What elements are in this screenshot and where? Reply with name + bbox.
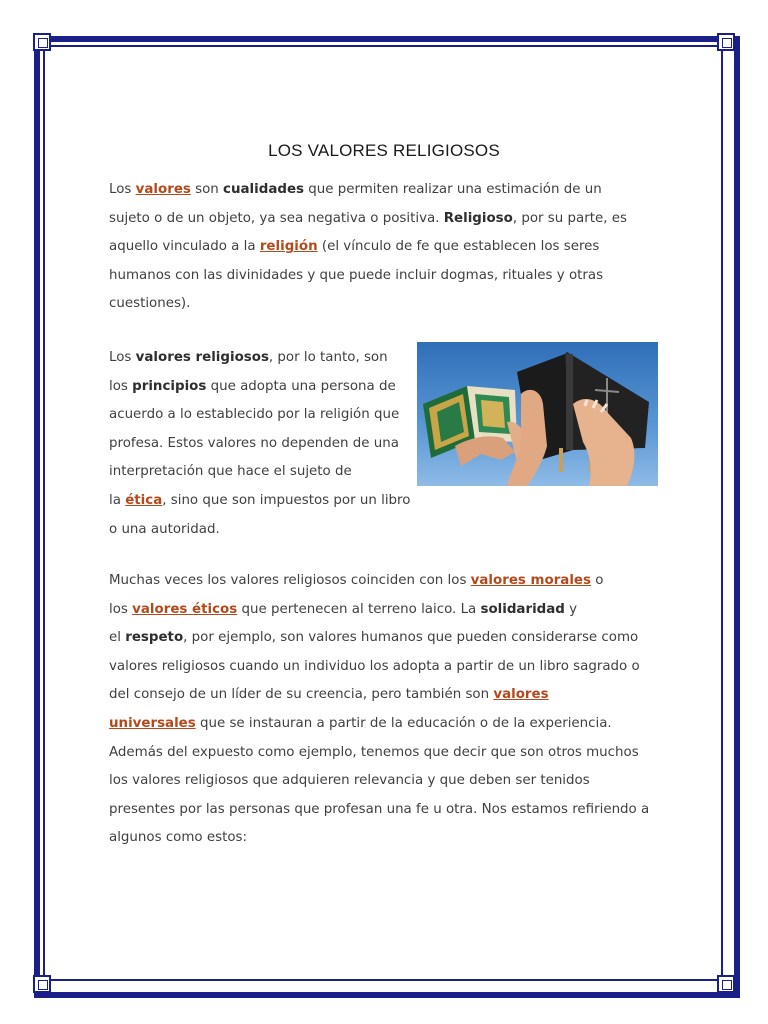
paragraph-2 xyxy=(109,344,414,544)
paragraph-3-line-4: valores religiosos cuando un individuo los adopta a partir de un libro sagrado o xyxy=(109,658,640,674)
link-valores[interactable]: valores xyxy=(135,182,191,197)
paragraph-3 xyxy=(109,567,669,853)
paragraph-3-line-6 xyxy=(109,710,669,739)
text-segment: , sino que son impuestos por un libro xyxy=(162,492,411,508)
paragraph-1-line-4: humanos con las divinidades y que puede incluir dogmas, rituales y otras xyxy=(109,267,604,283)
text-segment: los xyxy=(109,378,133,394)
paragraph-3-line-7: Además del expuesto como ejemplo, tenemos que decir que son otros muchos xyxy=(109,744,639,760)
paragraph-2-line-2 xyxy=(109,373,414,402)
paragraph-2-line-7: o una autoridad. xyxy=(109,521,220,537)
religious-books-photo xyxy=(417,342,658,486)
term-cualidades: cualidades xyxy=(223,182,304,197)
document-title: LOS VALORES RELIGIOSOS xyxy=(268,141,500,160)
paragraph-2-line-1 xyxy=(109,344,414,373)
paragraph-3-line-5 xyxy=(109,681,669,710)
link-valores-morales[interactable]: valores morales xyxy=(470,573,591,588)
paragraph-1-line-5: cuestiones). xyxy=(109,296,191,312)
term-valores-religiosos: valores religiosos xyxy=(135,350,269,365)
paragraph-2-line-4: profesa. Estos valores no dependen de una xyxy=(109,435,399,451)
paragraph-2-line-6 xyxy=(109,487,414,516)
paragraph-3-line-1 xyxy=(109,567,669,596)
text-segment: aquello vinculado a la xyxy=(109,239,260,255)
corner-ornament-top-left xyxy=(33,33,51,51)
paragraph-3-line-2 xyxy=(109,596,669,625)
text-segment: que permiten realizar una estimación de un xyxy=(304,182,602,197)
text-segment: los xyxy=(109,601,133,617)
text-segment: , por ejemplo, son valores humanos que pueden considerarse como xyxy=(183,630,639,646)
term-solidaridad: solidaridad xyxy=(480,601,565,617)
corner-ornament-bottom-right xyxy=(717,975,735,993)
text-segment: Muchas veces los valores religiosos coinciden con los xyxy=(109,573,471,588)
paragraph-3-line-10: algunos como estos: xyxy=(109,830,248,846)
paragraph-3-line-8: los valores religiosos que adquieren relevancia y que deben ser tenidos xyxy=(109,773,590,789)
link-religion[interactable]: religión xyxy=(259,239,318,255)
text-segment: , por su parte, es xyxy=(512,210,627,226)
text-segment: que adopta una persona de xyxy=(206,378,396,394)
paragraph-1-line-1 xyxy=(109,176,669,205)
link-valores-universales-part2[interactable]: universales xyxy=(109,715,196,731)
paragraph-1 xyxy=(109,176,669,319)
link-etica[interactable]: ética xyxy=(125,492,163,508)
corner-ornament-bottom-left xyxy=(33,975,51,993)
text-segment: son xyxy=(190,182,224,197)
text-segment: Los xyxy=(109,182,136,197)
text-segment: que pertenecen al terreno laico. La xyxy=(237,601,481,617)
text-segment: (el vínculo de fe que establecen los seres xyxy=(317,239,600,255)
link-valores-eticos[interactable]: valores éticos xyxy=(132,601,238,617)
text-segment: el xyxy=(109,630,126,646)
text-segment: que se instauran a partir de la educación o de la experiencia. xyxy=(195,715,612,731)
text-segment: sujeto o de un objeto, ya sea negativa o positiva. xyxy=(109,210,444,226)
paragraph-1-line-3 xyxy=(109,233,669,262)
text-segment: Los xyxy=(109,350,136,365)
text-segment: la xyxy=(109,492,126,508)
text-segment: , por lo tanto, son xyxy=(268,350,388,365)
term-principios: principios xyxy=(132,378,207,394)
paragraph-2-line-3: acuerdo a lo establecido por la religión que xyxy=(109,407,400,423)
paragraph-2-line-5: interpretación que hace el sujeto de xyxy=(109,464,352,480)
text-segment: o xyxy=(590,573,604,588)
paragraph-3-line-3 xyxy=(109,624,669,653)
term-religioso: Religioso xyxy=(443,210,513,226)
paragraph-3-line-9: presentes por las personas que profesan una fe u otra. Nos estamos refiriendo a xyxy=(109,801,650,817)
paragraph-1-line-2 xyxy=(109,205,669,234)
text-segment: y xyxy=(564,601,578,617)
term-respeto: respeto xyxy=(125,630,184,646)
link-valores-universales-part1[interactable]: valores xyxy=(493,687,549,703)
text-segment: del consejo de un líder de su creencia, pero también son xyxy=(109,687,494,703)
corner-ornament-top-right xyxy=(717,33,735,51)
